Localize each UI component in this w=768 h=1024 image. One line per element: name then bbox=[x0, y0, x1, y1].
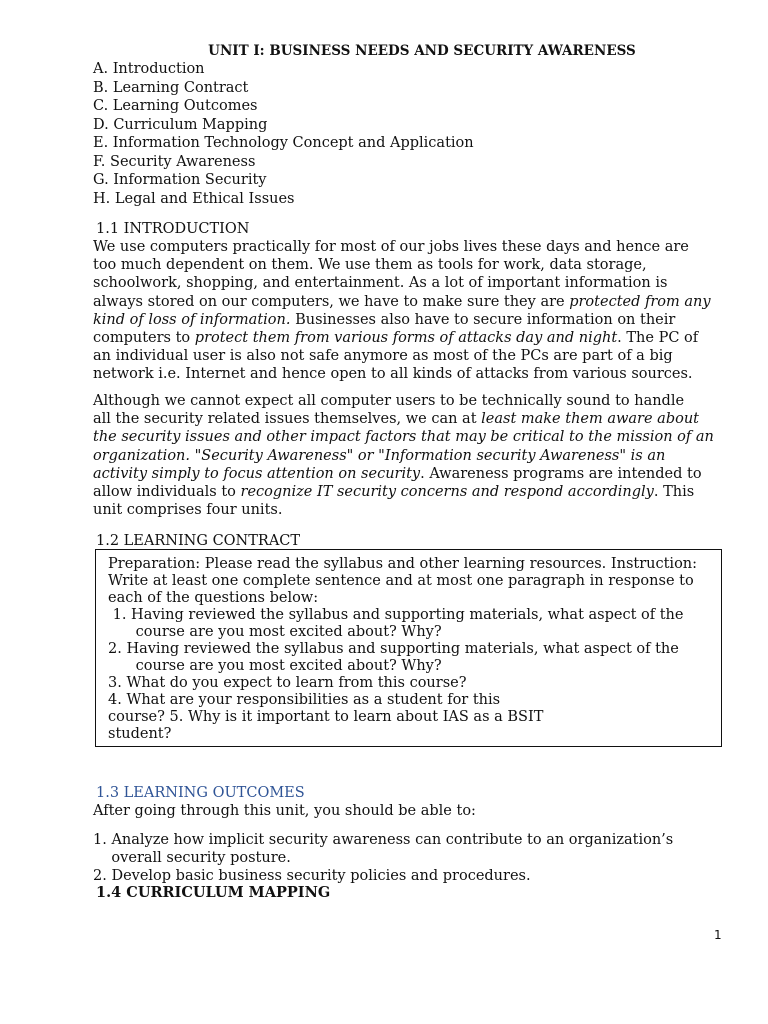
page-number: 1 bbox=[714, 928, 722, 942]
text-line bbox=[93, 410, 733, 428]
text-run: computers to bbox=[93, 330, 195, 347]
text-line bbox=[93, 483, 733, 501]
contract-line: 4. What are your responsibilities as a student for this bbox=[108, 692, 501, 708]
toc-item: B. Learning Contract bbox=[93, 79, 249, 96]
learning-contract-box bbox=[95, 549, 722, 747]
text-line: We use computers practically for most of our jobs lives these days and hence are bbox=[93, 239, 689, 255]
unit-title: UNIT I: BUSINESS NEEDS AND SECURITY AWARENESS bbox=[208, 43, 636, 59]
text-run: allow individuals to bbox=[93, 484, 241, 501]
text-run: all the security related issues themselves, we can at bbox=[93, 411, 482, 428]
text-line: unit comprises four units. bbox=[93, 502, 283, 519]
contract-line: 3. What do you expect to learn from this course? bbox=[108, 675, 467, 691]
emphasis-text: protected from any bbox=[569, 293, 711, 310]
learning-outcomes-heading: 1.3 LEARNING OUTCOMES bbox=[96, 785, 305, 801]
introduction-paragraph-1 bbox=[93, 238, 733, 384]
text-run: always stored on our computers, we have to make sure they are bbox=[93, 293, 570, 310]
contract-line: 2. Having reviewed the syllabus and supporting materials, what aspect of the bbox=[108, 641, 679, 657]
toc-item: C. Learning Outcomes bbox=[93, 98, 258, 114]
text-line: too much dependent on them. We use them as tools for work, data storage, bbox=[93, 257, 647, 274]
outcome-item: 1. Analyze how implicit security awareness can contribute to an organization’s bbox=[93, 832, 674, 848]
contract-line: Preparation: Please read the syllabus and other learning resources. Instruction: bbox=[108, 556, 698, 572]
text-run: . This bbox=[653, 484, 695, 501]
text-line: an individual user is also not safe anymore as most of the PCs are part of a big bbox=[93, 348, 673, 365]
contract-line: 1. Having reviewed the syllabus and supporting materials, what aspect of the bbox=[108, 607, 684, 623]
text-run: Businesses also have to secure information on their bbox=[290, 311, 676, 328]
contract-line: student? bbox=[108, 726, 172, 742]
contract-line: course are you most excited about? Why? bbox=[108, 624, 442, 640]
introduction-heading: 1.1 INTRODUCTION bbox=[96, 221, 250, 237]
curriculum-mapping-heading: 1.4 CURRICULUM MAPPING bbox=[96, 884, 331, 901]
emphasis-text: protect them from various forms of attacks day and night bbox=[194, 330, 618, 347]
toc-item: H. Legal and Ethical Issues bbox=[93, 190, 295, 207]
emphasis-text: the security issues and other impact factors that may be critical to the mission of an bbox=[93, 429, 714, 446]
emphasis-text: organization. "Security Awareness" or "Information security Awareness" is an bbox=[93, 447, 666, 464]
text-line bbox=[93, 329, 733, 347]
text-line bbox=[93, 447, 733, 465]
text-line: network i.e. Internet and hence open to all kinds of attacks from various sources. bbox=[93, 366, 693, 383]
text-line bbox=[93, 293, 733, 311]
emphasis-text: activity simply to focus attention on security bbox=[93, 465, 421, 482]
table-of-contents bbox=[93, 60, 474, 208]
outcome-item: 2. Develop basic business security policies and procedures. bbox=[93, 868, 531, 885]
emphasis-text: kind of loss of information. bbox=[93, 311, 291, 328]
outcome-item-continuation: overall security posture. bbox=[93, 850, 291, 867]
text-line bbox=[93, 311, 733, 329]
learning-outcomes-intro: After going through this unit, you should be able to: bbox=[93, 803, 476, 819]
learning-contract-heading: 1.2 LEARNING CONTRACT bbox=[96, 533, 301, 549]
emphasis-text: least make them aware about bbox=[481, 411, 700, 428]
text-line: Although we cannot expect all computer users to be technically sound to handle bbox=[93, 393, 685, 409]
contract-line: Write at least one complete sentence and at most one paragraph in response to bbox=[108, 573, 694, 589]
contract-line: each of the questions below: bbox=[108, 590, 319, 606]
emphasis-text: recognize IT security concerns and respond accordingly bbox=[240, 484, 654, 501]
toc-item: D. Curriculum Mapping bbox=[93, 116, 268, 133]
contract-line: course? 5. Why is it important to learn about IAS as a BSIT bbox=[108, 709, 544, 725]
contract-line: course are you most excited about? Why? bbox=[108, 658, 442, 674]
toc-item: F. Security Awareness bbox=[93, 153, 256, 170]
text-run: . The PC of bbox=[617, 330, 699, 347]
text-run: . Awareness programs are intended to bbox=[420, 465, 702, 482]
toc-item: A. Introduction bbox=[93, 61, 205, 77]
toc-item: G. Information Security bbox=[93, 172, 267, 188]
text-line bbox=[93, 428, 733, 446]
text-line: schoolwork, shopping, and entertainment. As a lot of important information is bbox=[93, 275, 668, 292]
learning-outcomes-list bbox=[93, 831, 733, 886]
introduction-paragraph-2 bbox=[93, 392, 733, 519]
text-line bbox=[93, 465, 733, 483]
toc-item: E. Information Technology Concept and Application bbox=[93, 135, 474, 151]
